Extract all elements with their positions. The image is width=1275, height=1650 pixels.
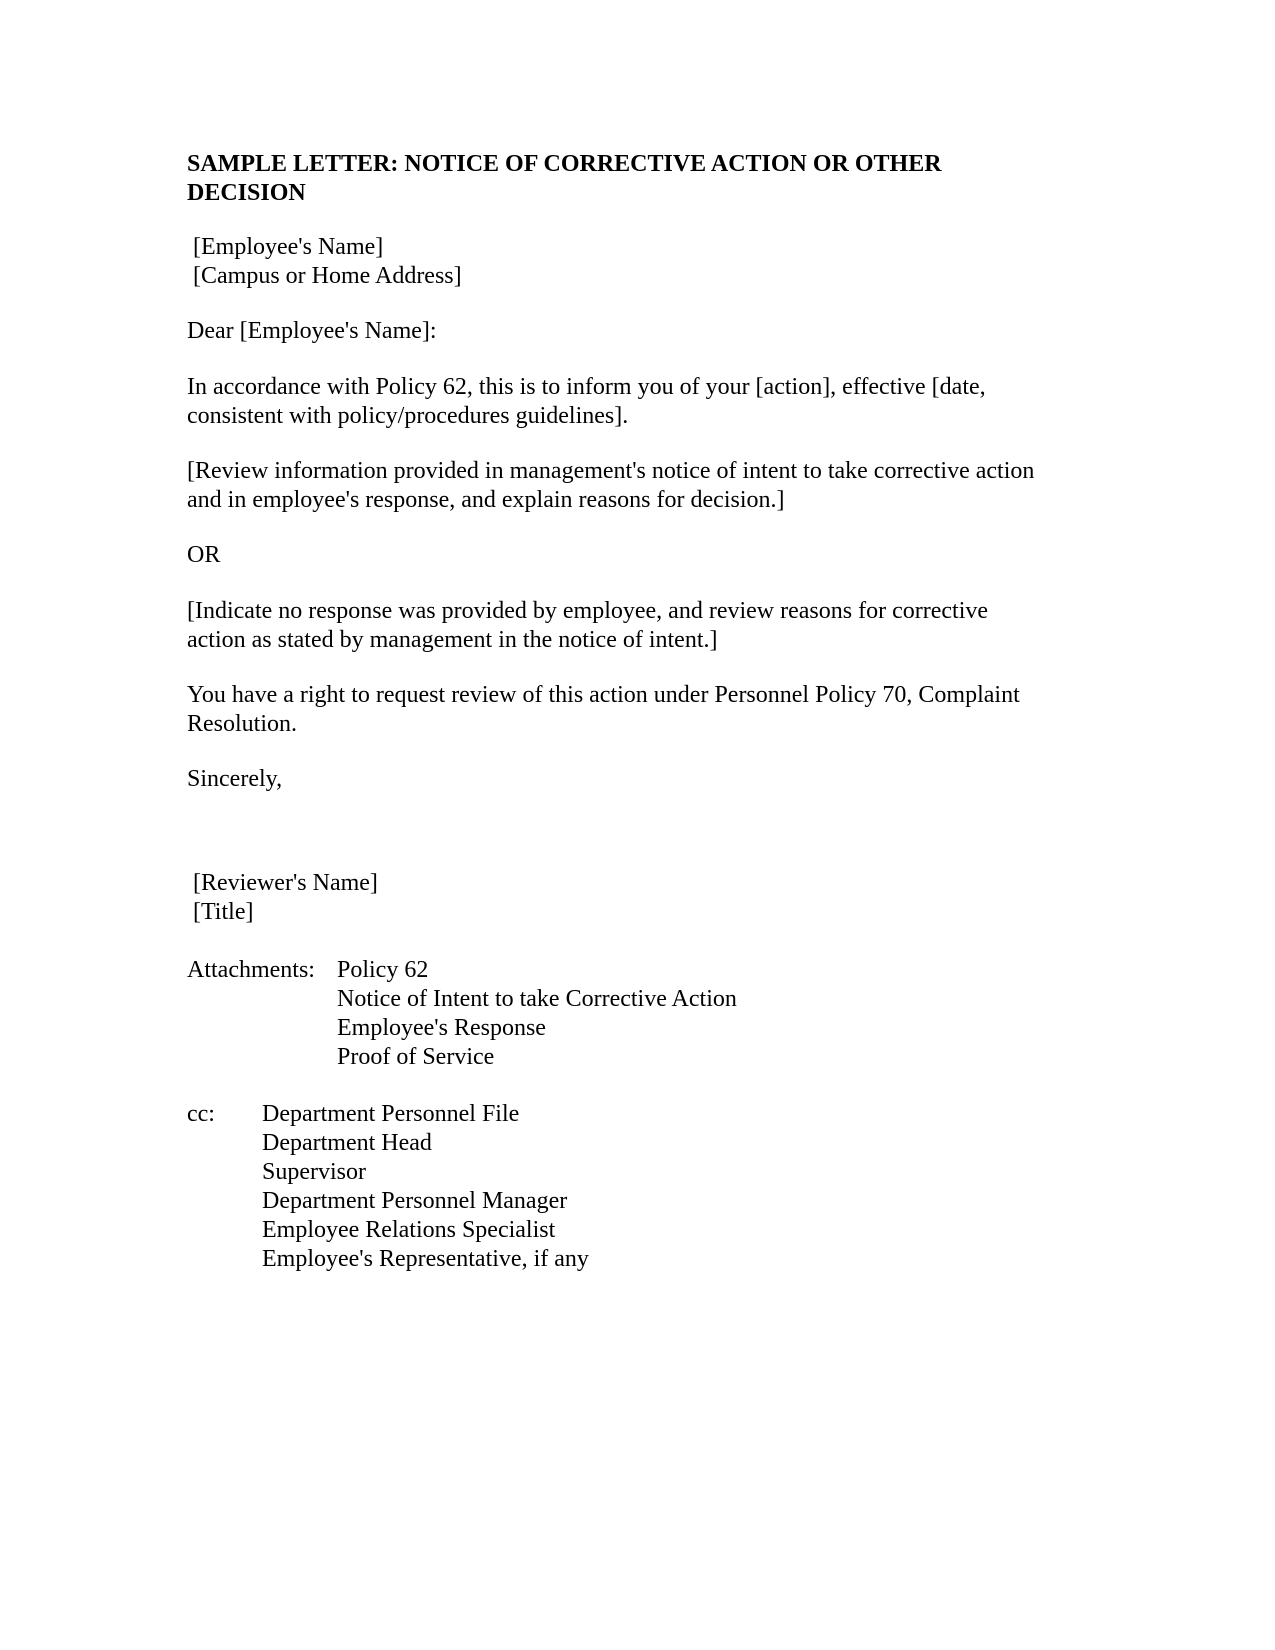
attachments-label: Attachments: xyxy=(187,957,315,983)
paragraph-no-response xyxy=(187,597,1087,655)
cc-item: Employee Relations Specialist xyxy=(262,1217,556,1243)
attachment-item: Notice of Intent to take Corrective Action xyxy=(337,986,737,1012)
paragraph-line: consistent with policy/procedures guidelines]. xyxy=(187,403,629,429)
paragraph-line: In accordance with Policy 62, this is to inform you of your [action], effective [date, xyxy=(187,374,986,400)
signature-block xyxy=(193,869,1093,927)
paragraph-line: [Review information provided in management's notice of intent to take corrective action xyxy=(187,458,1035,484)
paragraph-right-to-review xyxy=(187,681,1087,739)
paragraph-policy-notice xyxy=(187,373,1087,431)
paragraph-line: and in employee's response, and explain reasons for decision.] xyxy=(187,487,785,513)
paragraph-line: Resolution. xyxy=(187,711,298,737)
recipient-block xyxy=(193,233,1093,291)
signature-name: [Reviewer's Name] xyxy=(193,870,378,896)
paragraph-or xyxy=(187,541,1087,570)
paragraph-line: OR xyxy=(187,542,221,568)
paragraph-review-info xyxy=(187,457,1087,515)
closing-text: Sincerely, xyxy=(187,766,283,792)
attachment-item: Employee's Response xyxy=(337,1015,546,1041)
signature-title: [Title] xyxy=(193,899,254,925)
cc-item: Department Head xyxy=(262,1130,432,1156)
salutation xyxy=(187,317,1087,346)
title-line: DECISION xyxy=(187,180,306,206)
salutation-text: Dear [Employee's Name]: xyxy=(187,318,437,344)
cc-list xyxy=(262,1100,589,1274)
paragraph-line: You have a right to request review of this action under Personnel Policy 70, Complaint xyxy=(187,682,1020,708)
recipient-name: [Employee's Name] xyxy=(193,234,384,260)
cc-item: Employee's Representative, if any xyxy=(262,1246,589,1272)
cc-item: Department Personnel Manager xyxy=(262,1188,568,1214)
cc-label: cc: xyxy=(187,1101,215,1127)
attachment-item: Policy 62 xyxy=(337,957,429,983)
attachments-list xyxy=(337,956,737,1072)
recipient-address: [Campus or Home Address] xyxy=(193,263,462,289)
cc-item: Supervisor xyxy=(262,1159,366,1185)
paragraph-line: action as stated by management in the notice of intent.] xyxy=(187,627,718,653)
title-line: SAMPLE LETTER: NOTICE OF CORRECTIVE ACTION OR OTHER xyxy=(187,151,942,177)
closing xyxy=(187,765,1087,794)
letter-title xyxy=(187,150,1087,208)
paragraph-line: [Indicate no response was provided by employee, and review reasons for corrective xyxy=(187,598,989,624)
attachment-item: Proof of Service xyxy=(337,1044,495,1070)
cc-item: Department Personnel File xyxy=(262,1101,520,1127)
